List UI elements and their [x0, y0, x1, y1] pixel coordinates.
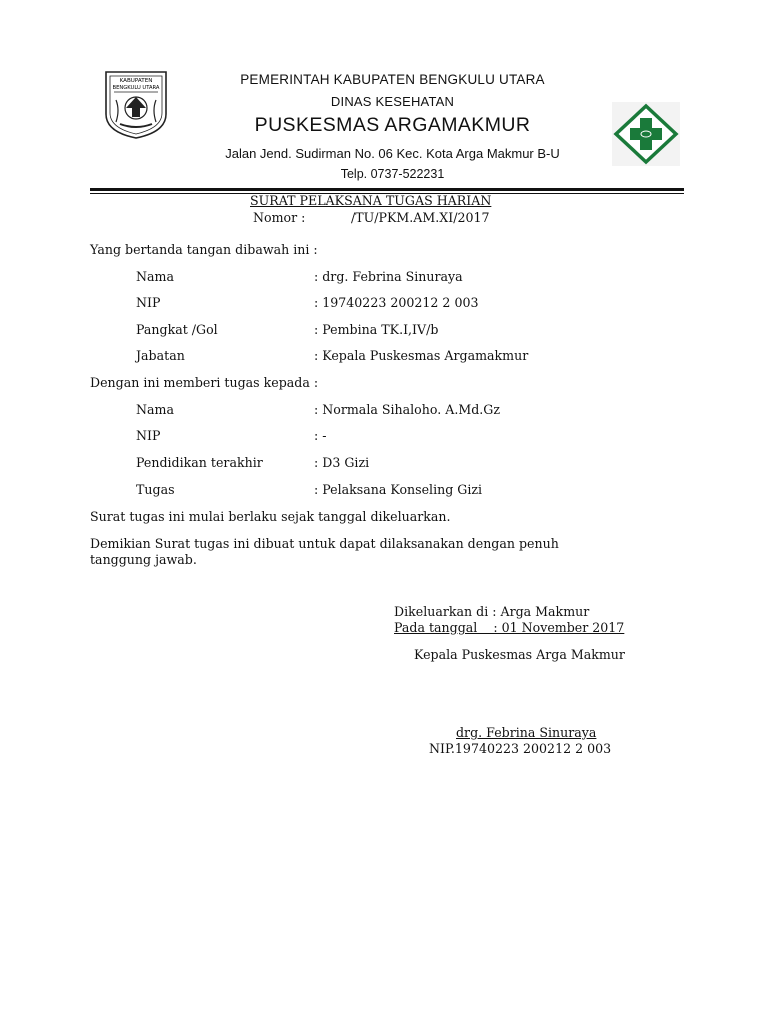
logo-text-top: KABUPATEN: [119, 78, 153, 84]
letterhead-address: Jalan Jend. Sudirman No. 06 Kec. Kota Arga Makmur B-U: [225, 146, 560, 161]
assignee-name-label: Nama: [136, 402, 174, 417]
signer-position-label: Jabatan: [136, 348, 185, 363]
assignee-education-label: Pendidikan terakhir: [136, 455, 263, 470]
signer-position-value: : Kepala Puskesmas Argamakmur: [314, 348, 529, 363]
signer-rank-value: : Pembina TK.I,IV/b: [314, 322, 439, 337]
document-title: SURAT PELAKSANA TUGAS HARIAN: [250, 193, 492, 208]
signer-rank-label: Pangkat /Gol: [136, 322, 218, 337]
signer-nip-label: NIP: [136, 295, 161, 310]
intro-text: Yang bertanda tangan dibawah ini :: [90, 242, 318, 257]
signatory-position: Kepala Puskesmas Arga Makmur: [414, 647, 625, 662]
logo-text-bottom: BENGKULU UTARA: [112, 85, 160, 91]
signatory-nip: NIP.19740223 200212 2 003: [429, 741, 612, 756]
closing-paragraph-line2: tanggung jawab.: [90, 552, 197, 567]
assignee-name-value: : Normala Sihaloho. A.Md.Gz: [314, 402, 500, 417]
assignee-task-value: : Pelaksana Konseling Gizi: [314, 482, 483, 497]
assignee-nip-label: NIP: [136, 428, 161, 443]
issued-at: Dikeluarkan di : Arga Makmur: [394, 604, 590, 619]
kabupaten-emblem-logo: [102, 70, 170, 140]
nomor-label: Nomor :: [253, 210, 306, 225]
signer-name-value: : drg. Febrina Sinuraya: [314, 269, 463, 284]
closing-paragraph-line1: Demikian Surat tugas ini dibuat untuk dapat dilaksanakan dengan penuh: [90, 536, 559, 551]
letterhead-government: PEMERINTAH KABUPATEN BENGKULU UTARA: [240, 72, 545, 87]
signer-name-label: Nama: [136, 269, 174, 284]
nomor-value: /TU/PKM.AM.XI/2017: [351, 210, 490, 225]
assignee-nip-value: : -: [314, 428, 327, 443]
assignee-education-value: : D3 Gizi: [314, 455, 370, 470]
issued-date: Pada tanggal : 01 November 2017: [394, 620, 625, 635]
signatory-name: drg. Febrina Sinuraya: [456, 725, 597, 740]
letterhead-institution: PUSKESMAS ARGAMAKMUR: [254, 114, 531, 136]
assignee-task-label: Tugas: [136, 482, 175, 497]
puskesmas-cross-logo: [612, 102, 680, 166]
letterhead-phone: Telp. 0737-522231: [340, 167, 445, 181]
signer-nip-value: : 19740223 200212 2 003: [314, 295, 479, 310]
letterhead-rule: [90, 188, 684, 191]
assign-intro-text: Dengan ini memberi tugas kepada :: [90, 375, 319, 390]
validity-paragraph: Surat tugas ini mulai berlaku sejak tanggal dikeluarkan.: [90, 509, 451, 524]
letterhead-department: DINAS KESEHATAN: [330, 94, 455, 109]
